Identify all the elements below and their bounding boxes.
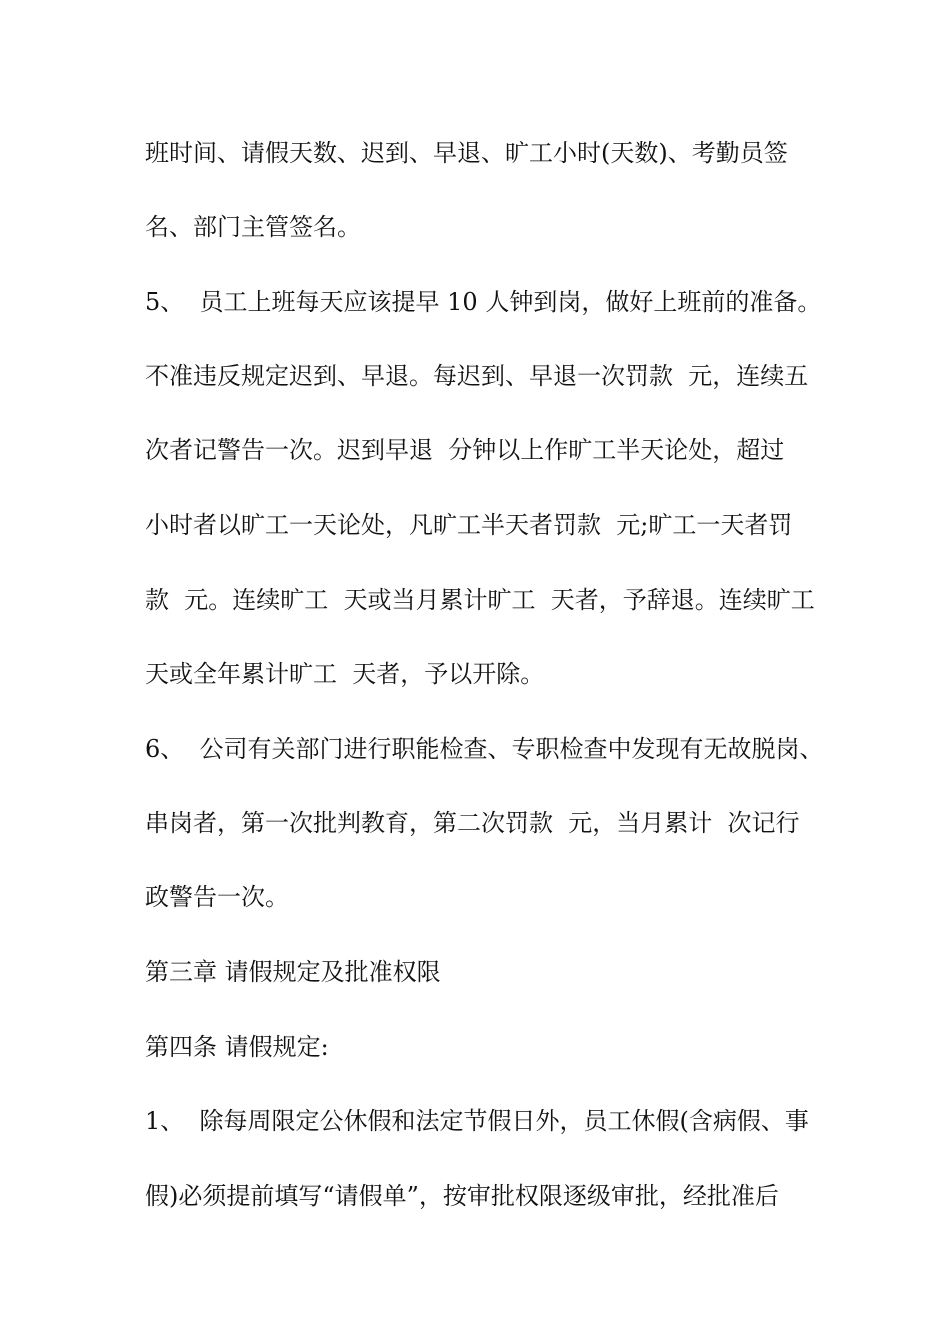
text-line: 不准违反规定迟到、早退。每迟到、早退一次罚款 元，连续五: [145, 362, 809, 390]
text-line: 政警告一次。: [145, 883, 289, 911]
text-line: 次者记警告一次。迟到早退 分钟以上作旷工半天论处，超过: [145, 436, 785, 464]
text-line: 小时者以旷工一天论处，凡旷工半天者罚款 元;旷工一天者罚: [145, 511, 793, 539]
text-line: 5、 员工上班每天应该提早 10 人钟到岗，做好上班前的准备。: [145, 288, 822, 316]
text-line: 班时间、请假天数、迟到、早退、旷工小时(天数)、考勤员签: [145, 139, 788, 167]
text-line: 名、部门主管签名。: [145, 213, 361, 241]
chapter-heading: 第三章 请假规定及批准权限: [145, 958, 441, 986]
text-line: 串岗者，第一次批判教育，第二次罚款 元，当月累计 次记行: [145, 809, 800, 837]
text-line: 款 元。连续旷工 天或当月累计旷工 天者，予辞退。连续旷工: [145, 586, 815, 614]
text-line: 1、 除每周限定公休假和法定节假日外，员工休假(含病假、事: [145, 1107, 809, 1135]
text-line: 假)必须提前填写“请假单”，按审批权限逐级审批，经批准后: [145, 1182, 779, 1210]
text-line: 天或全年累计旷工 天者，予以开除。: [145, 660, 545, 688]
article-heading: 第四条 请假规定:: [145, 1033, 329, 1061]
text-line: 6、 公司有关部门进行职能检查、专职检查中发现有无故脱岗、: [145, 735, 824, 763]
